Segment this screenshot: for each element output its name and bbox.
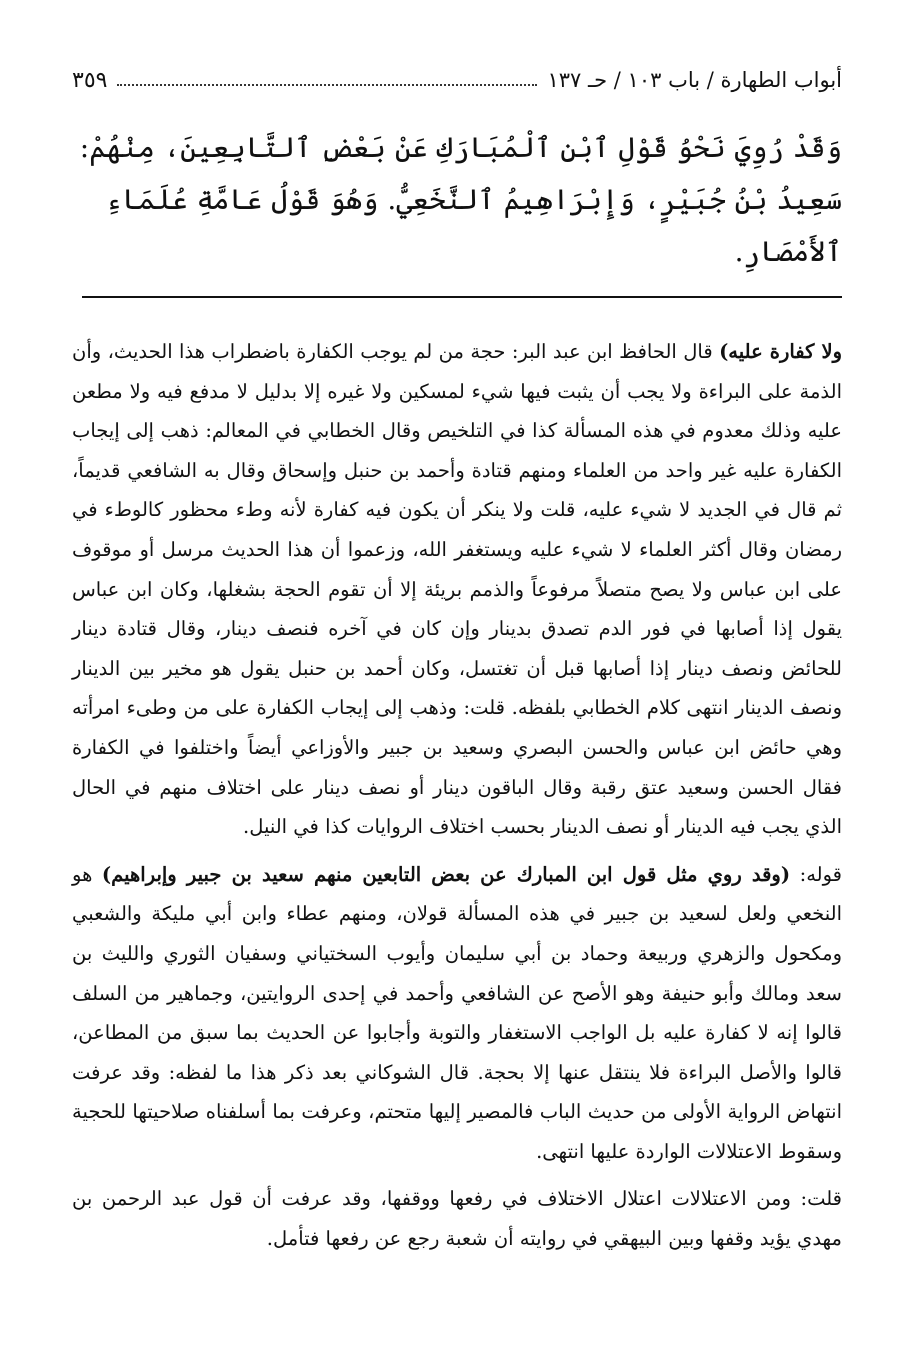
page-number: ٣٥٩ (72, 67, 108, 93)
commentary (72, 332, 842, 1259)
commentary-text-1: قال الحافظ ابن عبد البر: حجة من لم يوجب الكفارة باضطراب هذا الحديث، وأن الذمة على البراءة ولا يجب أن يثبت فيها شيء لمسكين ولا غيره إلا بدليل لا مدفع فيه ولا مطعن عليه وذلك معدوم في هذه المسألة كذا في التلخيص وقال الخطابي في المعالم: ذهب إلى إيجاب الكفارة عليه غير واحد من العلماء ومنهم قتادة وأحمد بن حنبل وإسحاق وقال به الشافعي قديماً، ثم قال في الجديد لا شيء عليه، قلت ولا ينكر أن يكون فيه كفارة لأنه وطء محظور كالوطء في رمضان وقال أكثر العلماء لا شيء عليه ويستغفر الله، وزعموا أن هذا الحديث مرسل أو موقوف على ابن عباس ولا يصح متصلاً مرفوعاً والذمم بريئة إلا أن تقوم الحجة بشغلها، وكان ابن عباس يقول إذا أصابها في فور الدم تصدق بدينار وإن كان في آخره فنصف دينار، وقال قتادة دينار للحائض ونصف دينار إذا أصابها قبل أن تغتسل، وكان أحمد بن حنبل يقول هو مخير بين الدينار ونصف الدينار انتهى كلام الخطابي بلفظه. قلت: وذهب إلى إيجاب الكفارة على من وطىء امرأته وهي حائض ابن عباس والحسن البصري وسعيد بن جبير والأوزاعي أيضاً واختلفوا في الكفارة فقال الحسن وسعيد عتق رقبة وقال الباقون دينار أو نصف دينار على اختلاف منهم في الحال الذي يجب فيه الدينار أو نصف الدينار بحسب اختلاف الروايات كذا في النيل. (72, 340, 842, 839)
header-title: أبواب الطهارة / باب ١٠٣ / حـ ١٣٧ (547, 68, 842, 92)
lemma-2: (وقد روي مثل قول ابن المبارك عن بعض التابعين منهم سعيد بن جبير وإبراهيم) (101, 862, 791, 886)
header-leader-dots (117, 74, 537, 86)
commentary-paragraph-1 (72, 332, 842, 847)
commentary-paragraph-2 (72, 855, 842, 1172)
commentary-text-2: هو النخعي ولعل لسعيد بن جبير في هذه المسألة قولان، ومنهم عطاء وابن أبي مليكة والشعبي ومكحول والزهري وربيعة وحماد بن أبي سليمان وأيوب السختياني وسفيان الثوري والليث بن سعد ومالك وأبو حنيفة وهو الأصح عن الشافعي وأحمد في إحدى الروايتين، وجماهير من السلف قالوا إنه لا كفارة عليه بل الواجب الاستغفار والتوبة وأجابوا عن الحديث بما سبق من المطاعن، قالوا والأصل البراءة فلا ينتقل عنها إلا بحجة. قال الشوكاني بعد ذكر هذا ما لفظه: وقد عرفت انتهاض الرواية الأولى من حديث الباب فالمصير إليها متحتم، وعرفت بما أسلفناه صلاحيتها للحجية وسقوط الاعتلالات الواردة عليها انتهى. (72, 862, 842, 1163)
lemma-1: ولا كفارة عليه) (719, 340, 842, 363)
hadith-text (72, 122, 842, 278)
footnote-divider (82, 296, 842, 298)
commentary-paragraph-3: قلت: ومن الاعتلالات اعتلال الاختلاف في رفعها ووقفها، وقد عرفت أن قول عبد الرحمن بن مهدي يؤيد وقفها وبين البيهقي في روايته أن شعبة رجع عن رفعها فتأمل. (72, 1187, 842, 1251)
hadith-paragraph: وَقَدْ رُوِيَ نَحْوُ قَوْلِ ٱبْنِ ٱلْمُبَارَكِ عَنْ بَعْضِ ٱلتَّابِعِينَ، مِنْهُمْ: سَعِيدُ بْنُ جُبَيْرٍ، وَإِبْرَاهِيمُ ٱلنَّخَعِيُّ. وَهُوَ قَوْلُ عَامَّةِ عُلَمَاءِ ٱلأَمْصَارِ. (79, 131, 842, 268)
commentary-intro-2: قوله: (790, 862, 843, 886)
running-header (72, 62, 842, 98)
